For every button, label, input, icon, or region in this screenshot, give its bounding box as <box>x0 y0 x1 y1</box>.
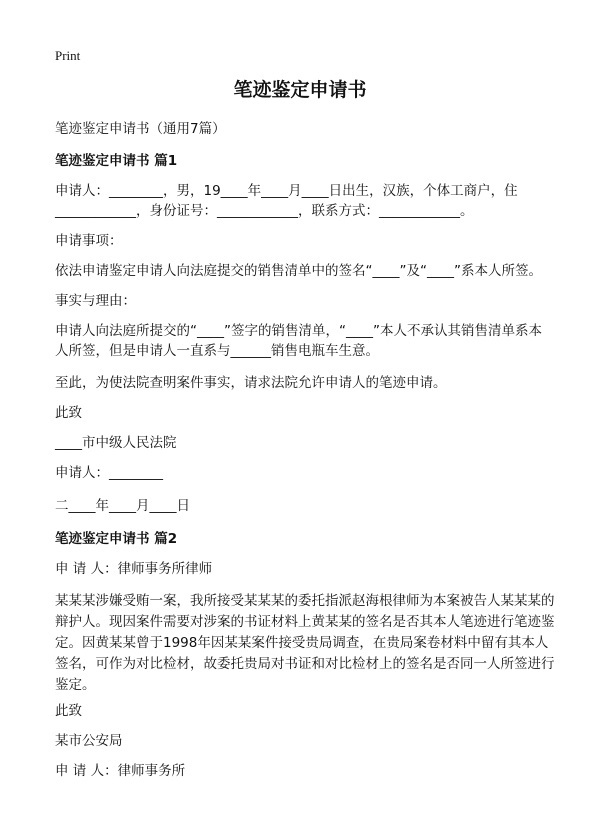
section-heading: 笔迹鉴定申请书 篇1 <box>55 153 178 169</box>
paragraph: 申请人向法庭所提交的“____”签字的销售清单，“____”本人不承认其销售清单系本人所签，但是申请人一直系与______销售电瓶车生意。 <box>55 323 542 359</box>
paragraph: 申请人：________ <box>55 465 163 481</box>
paragraph: 申请人：________，男，19____年____月____日出生，汉族，个体工商户，住____________，身份证号：____________，联系方式：____________。 <box>55 183 518 219</box>
paragraph: 事实与理由： <box>55 293 136 309</box>
page-title: 笔迹鉴定申请书 <box>233 79 367 101</box>
print-link[interactable]: Print <box>55 48 81 63</box>
paragraph: 此致 <box>55 405 82 421</box>
paragraph: 至此，为使法院查明案件事实，请求法院允许申请人的笔迹申请。 <box>55 375 447 391</box>
paragraph: 申请事项： <box>55 233 123 249</box>
paragraph: 依法申请鉴定申请人向法庭提交的销售清单中的签名“____”及“____”系本人所签。 <box>55 263 542 279</box>
paragraph: 申 请 人：律师事务所 <box>55 763 186 779</box>
paragraph: 二____年____月____日 <box>55 498 190 514</box>
section-heading: 笔迹鉴定申请书 篇2 <box>55 531 178 547</box>
paragraph: ____市中级人民法院 <box>55 435 177 451</box>
paragraph: 某市公安局 <box>55 733 123 749</box>
subtitle: 笔迹鉴定申请书（通用7篇） <box>55 121 226 137</box>
paragraph: 某某某涉嫌受贿一案，我所接受某某某的委托指派赵海根律师为本案被告人某某某的辩护人。现因案件需要对涉案的书证材料上黄某某的签名是否其本人笔迹进行笔迹鉴定。因黄某某曾于1998年因某某案件接受贵局调查，在贵局案卷材料中留有其本人签名，可作为对比检材，故委托贵局对书证和对比检材上的签名是否同一人所签进行鉴定。 <box>55 593 555 693</box>
paragraph: 此致 <box>55 703 82 719</box>
paragraph: 申 请 人：律师事务所律师 <box>55 561 213 577</box>
